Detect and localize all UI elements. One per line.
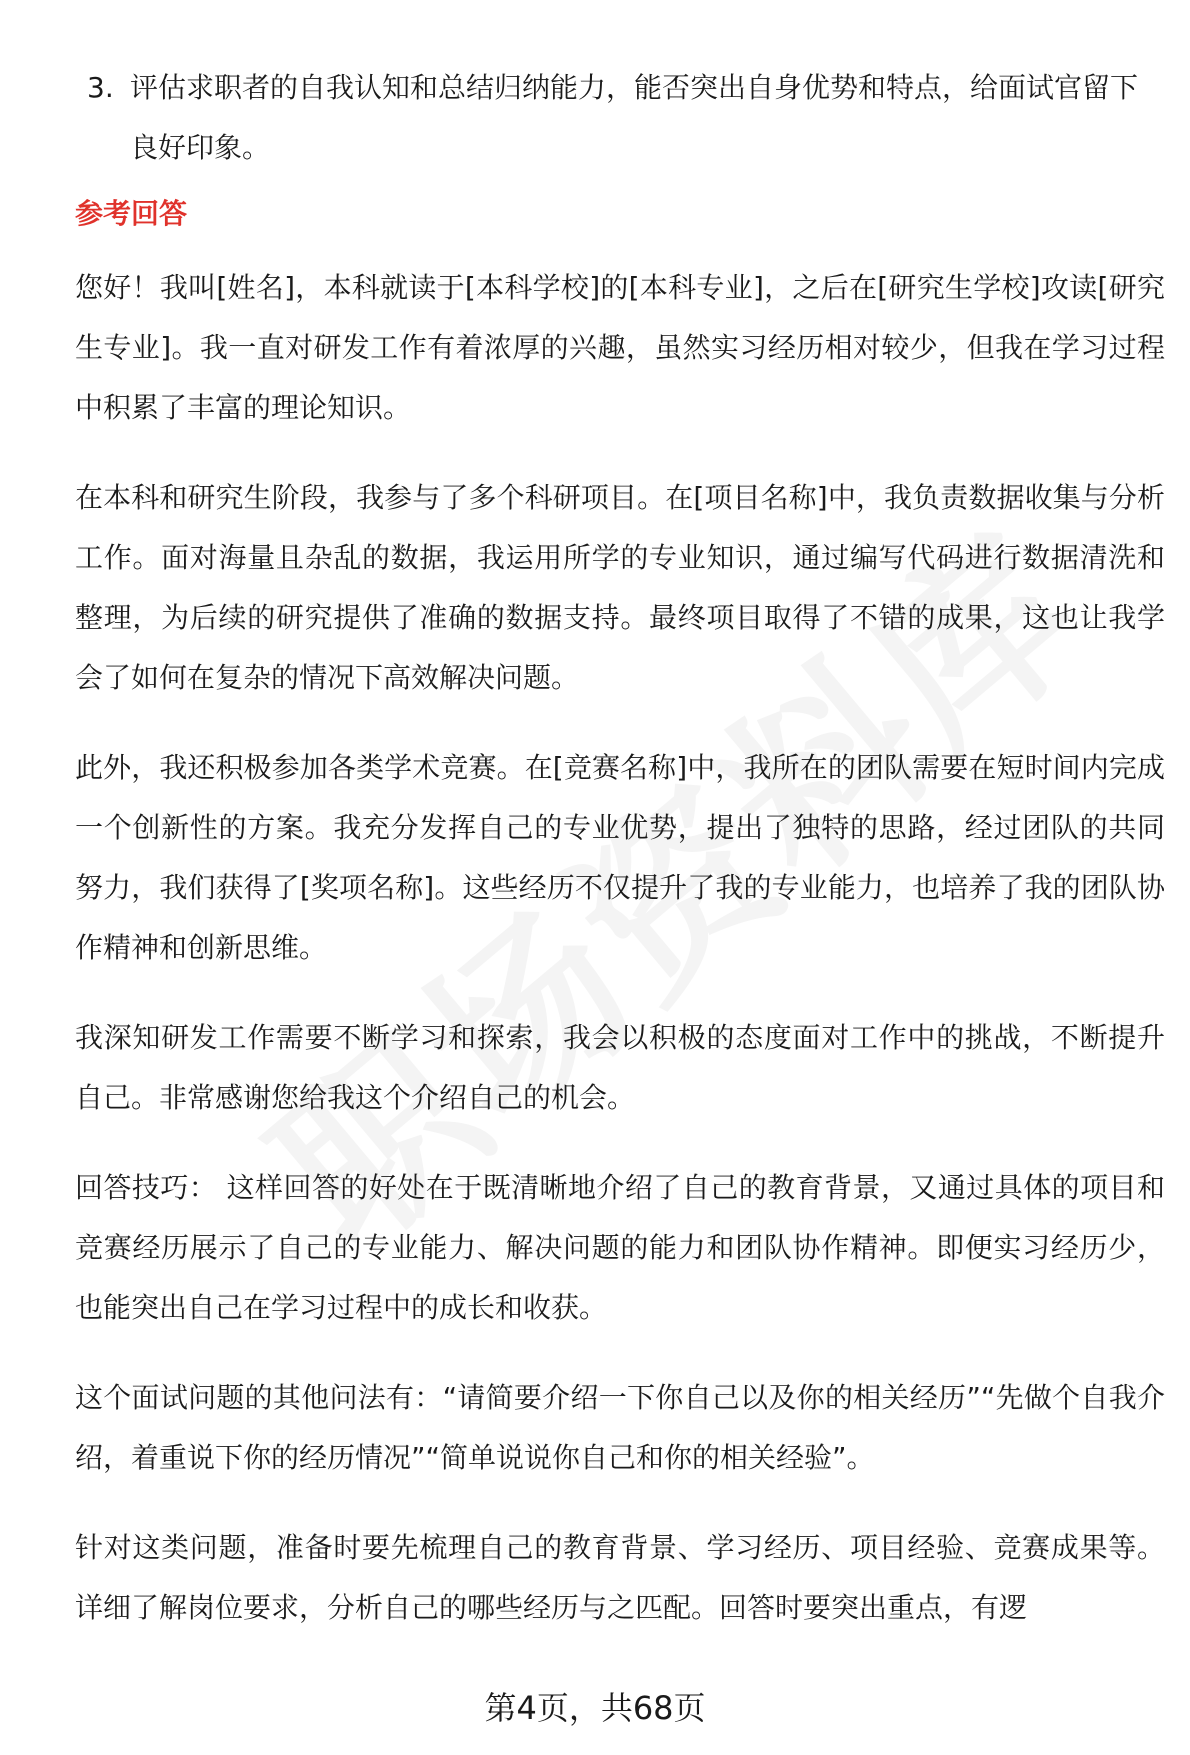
answer-tips-paragraph: 回答技巧： 这样回答的好处在于既清晰地介绍了自己的教育背景，又通过具体的项目和竞赛经历展示了自己的专业能力、解决问题的能力和团队协作精神。即便实习经历少，也能突出自己在学习过程中的成长和收获。	[75, 1171, 1165, 1324]
list-item-text: 评估求职者的自我认知和总结归纳能力，能否突出自身优势和特点，给面试官留下良好印象。	[130, 71, 1139, 164]
answer-paragraph-research: 在本科和研究生阶段，我参与了多个科研项目。在[项目名称]中，我负责数据收集与分析工作。面对海量且杂乱的数据，我运用所学的专业知识，通过编写代码进行数据清洗和整理，为后续的研究提供了准确的数据支持。最终项目取得了不错的成果，这也让我学会了如何在复杂的情况下高效解决问题。	[75, 481, 1165, 694]
list-number: 3.	[87, 71, 114, 104]
answer-paragraph-competition: 此外，我还积极参加各类学术竞赛。在[竞赛名称]中，我所在的团队需要在短时间内完成一个创新性的方案。我充分发挥自己的专业优势，提出了独特的思路，经过团队的共同努力，我们获得了[奖项名称]。这些经历不仅提升了我的专业能力，也培养了我的团队协作精神和创新思维。	[75, 751, 1165, 964]
numbered-list-item	[75, 58, 1165, 178]
answer-paragraph-intro: 您好！我叫[姓名]，本科就读于[本科学校]的[本科专业]，之后在[研究生学校]攻读[研究生专业]。我一直对研发工作有着浓厚的兴趣，虽然实习经历相对较少，但我在学习过程中积累了丰富的理论知识。	[75, 271, 1165, 424]
alternative-questions-paragraph: 这个面试问题的其他问法有：“请简要介绍一下你自己以及你的相关经历”“先做个自我介绍，着重说下你的经历情况”“简单说说你自己和你的相关经验”。	[75, 1381, 1165, 1474]
page-content	[75, 58, 1165, 1638]
answer-paragraph-closing: 我深知研发工作需要不断学习和探索，我会以积极的态度面对工作中的挑战，不断提升自己。非常感谢您给我这个介绍自己的机会。	[75, 1021, 1165, 1114]
page-number-footer: 第4页，共68页	[484, 1689, 706, 1727]
section-heading: 参考回答	[75, 197, 188, 230]
preparation-paragraph: 针对这类问题，准备时要先梳理自己的教育背景、学习经历、项目经验、竞赛成果等。详细了解岗位要求，分析自己的哪些经历与之匹配。回答时要突出重点，有逻	[75, 1531, 1165, 1624]
